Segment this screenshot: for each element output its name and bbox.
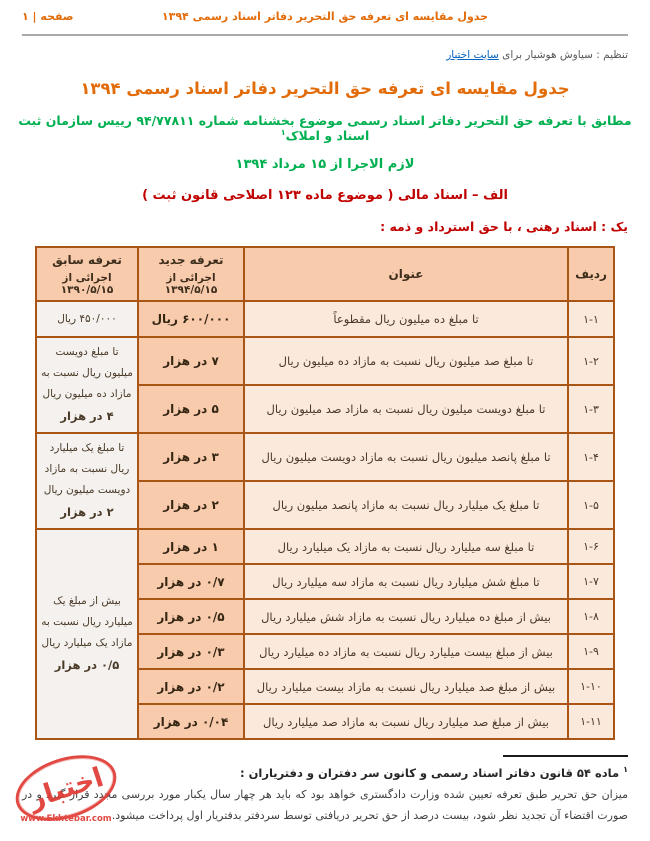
row-number-cell: ۱-۱۱ (568, 704, 614, 739)
old-tariff-cell: تا مبلغ دویست میلیون ریال نسبت به مازاد ده میلیون ریال ۴ در هزار (36, 337, 138, 433)
tariff-table (35, 246, 615, 740)
row-title-cell: تا مبلغ یک میلیارد ریال نسبت به مازاد پانصد میلیون ریال (244, 481, 568, 529)
header-new-tariff: تعرفه جدید اجرائی از ۱۳۹۴/۵/۱۵ (138, 247, 244, 301)
new-tariff-cell: ۱ در هزار (138, 529, 244, 564)
new-tariff-cell: ۰/۵ در هزار (138, 599, 244, 634)
new-tariff-cell: ۰/۳ در هزار (138, 634, 244, 669)
row-number-cell: ۱-۳ (568, 385, 614, 433)
table-header-row (36, 247, 614, 301)
row-number-cell: ۱-۱۰ (568, 669, 614, 704)
header-title: عنوان (244, 247, 568, 301)
old-tariff-cell: تا مبلغ یک میلیارد ریال نسبت به مازاد دویست میلیون ریال ۲ در هزار (36, 433, 138, 529)
row-title-cell: تا مبلغ صد میلیون ریال نسبت به مازاد ده میلیون ریال (244, 337, 568, 385)
header-old-tariff: تعرفه سابق اجرائی از ۱۳۹۰/۵/۱۵ (36, 247, 138, 301)
stamp-url: www.Ekhtebar.com (20, 814, 112, 824)
old-tariff-cell: ۴۵۰/۰۰۰ ریال (36, 301, 138, 337)
page-title: جدول مقایسه ای تعرفه حق التحریر دفاتر اسناد رسمی ۱۳۹۴ (80, 79, 570, 98)
section-one-heading: یک : اسناد رهنی ، با حق استرداد و ذمه : (380, 219, 628, 235)
subtitle-text: مطابق با تعرفه حق التحریر دفاتر اسناد رسمی موضوع بخشنامه شماره ۹۴/۷۷۸۱۱ رییس سازمان ثبت اسناد و املاک (18, 113, 632, 144)
credit-text: تنظیم : سیاوش هوشیار برای (498, 49, 628, 61)
row-number-cell: ۱-۲ (568, 337, 614, 385)
header-new-tariff-date: اجرائی از ۱۳۹۴/۵/۱۵ (164, 271, 218, 296)
footnote (22, 761, 628, 827)
row-number-cell: ۱-۱ (568, 301, 614, 337)
row-number-cell: ۱-۹ (568, 634, 614, 669)
subtitle-circular-line (0, 113, 650, 143)
row-title-cell: بیش از مبلغ ده میلیارد ریال نسبت به مازاد شش میلیارد ریال (244, 599, 568, 634)
row-title-cell: تا مبلغ شش میلیارد ریال نسبت به مازاد سه میلیارد ریال (244, 564, 568, 599)
new-tariff-cell: ۰/۷ در هزار (138, 564, 244, 599)
ekhtebar-site-link[interactable]: سایت اختبار (446, 49, 499, 61)
section-a-heading: الف – اسناد مالی ( موضوع ماده ۱۲۳ اصلاحی قانون ثبت ) (142, 188, 508, 204)
page-number: صفحه | ۱ (22, 10, 74, 23)
new-tariff-cell: ۰/۲ در هزار (138, 669, 244, 704)
row-title-cell: تا مبلغ ده میلیون ریال مقطوعاً (244, 301, 568, 337)
new-tariff-cell: ۲ در هزار (138, 481, 244, 529)
running-header-title: جدول مقایسه ای تعرفه حق التحریر دفاتر اسناد رسمی ۱۳۹۴ (161, 10, 489, 23)
row-title-cell: تا مبلغ دویست میلیون ریال نسبت به مازاد صد میلیون ریال (244, 385, 568, 433)
row-number-cell: ۱-۴ (568, 433, 614, 481)
new-tariff-cell: ۰/۰۴ در هزار (138, 704, 244, 739)
row-title-cell: بیش از مبلغ صد میلیارد ریال نسبت به مازاد صد میلیارد ریال (244, 704, 568, 739)
new-tariff-cell: ۳ در هزار (138, 433, 244, 481)
row-title-cell: تا مبلغ سه میلیارد ریال نسبت به مازاد یک میلیارد ریال (244, 529, 568, 564)
row-number-cell: ۱-۵ (568, 481, 614, 529)
new-tariff-cell: ۶۰۰/۰۰۰ ریال (138, 301, 244, 337)
running-header (22, 10, 628, 36)
header-row-number: ردیف (568, 247, 614, 301)
new-tariff-cell: ۷ در هزار (138, 337, 244, 385)
row-number-cell: ۱-۷ (568, 564, 614, 599)
subtitle-footnote-ref: ۱ (280, 128, 286, 137)
new-tariff-cell: ۵ در هزار (138, 385, 244, 433)
row-number-cell: ۱-۸ (568, 599, 614, 634)
header-old-tariff-date: اجرائی از ۱۳۹۰/۵/۱۵ (60, 271, 114, 296)
footnote-ref-number: ۱ (623, 765, 628, 775)
row-number-cell: ۱-۶ (568, 529, 614, 564)
credit-line (22, 49, 628, 61)
table-row (36, 301, 614, 337)
row-title-cell: بیش از مبلغ صد میلیارد ریال نسبت به مازاد بیست میلیارد ریال (244, 669, 568, 704)
footnote-body: میزان حق تحریر طبق تعرفه تعیین شده وزارت دادگستری خواهد بود که باید هر چهار سال یکبار مورد بررسی مجدد قرار گیرد و در صورت اقتضاء آن تجدید نظر شود، بیست درصد از حق تحریر دریافتی توسط سردفتر بدفتریار اول پرداخت میشود. (22, 787, 628, 823)
table-row (36, 529, 614, 564)
footnote-divider (503, 755, 628, 757)
old-tariff-cell: بیش از مبلغ یک میلیارد ریال نسبت به مازاد یک میلیارد ریال ۰/۵ در هزار (36, 529, 138, 739)
effective-date-line: لازم الاجرا از ۱۵ مرداد ۱۳۹۴ (235, 157, 415, 173)
row-title-cell: تا مبلغ پانصد میلیون ریال نسبت به مازاد دویست میلیون ریال (244, 433, 568, 481)
footnote-title: $^۱$ ماده ۵۴ قانون دفاتر اسناد رسمی و کانون سر دفتران و دفتریاران : (239, 765, 628, 780)
table-row (36, 337, 614, 385)
table-row (36, 433, 614, 481)
stamp-logo-text: اختبار (24, 761, 108, 815)
row-title-cell: بیش از مبلغ بیست میلیارد ریال نسبت به مازاد ده میلیارد ریال (244, 634, 568, 669)
